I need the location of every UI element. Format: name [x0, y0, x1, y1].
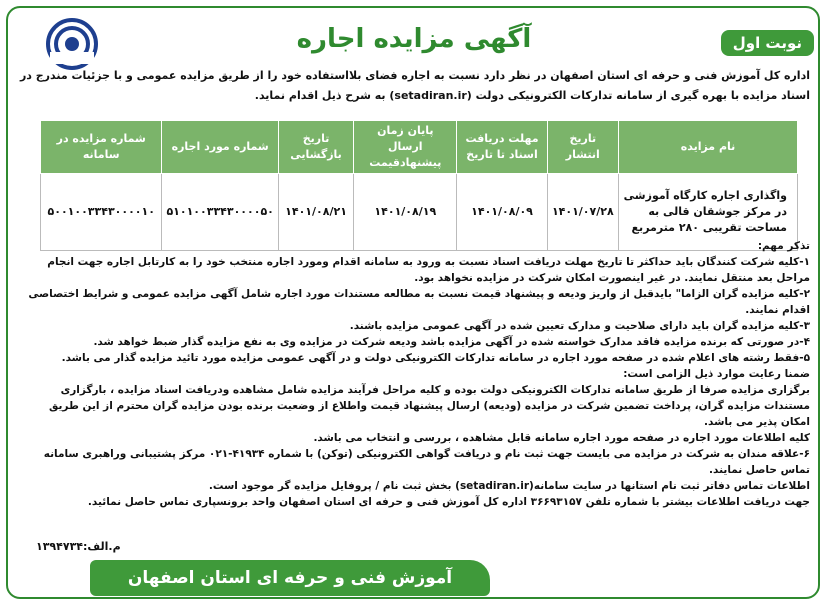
note-item: ۶-علاقه مندان به شرکت در مزایده می بایست جهت ثبت نام و دریافت گواهی الکترونیکی (توکن) با شماره ۴۱۹۳۴-۰۲۱ مرکز پشتیبانی وراهبری سامانه تماس حاصل نمایند. — [43, 448, 810, 476]
header-publish-date: تاریخ انتشار — [547, 121, 618, 174]
header-document-deadline: مهلت دریافت اسناد تا تاریخ — [457, 121, 547, 174]
header-bid-deadline: پایان زمان ارسال پیشنهادقیمت — [354, 121, 457, 174]
requirements-heading: ضمنا رعایت موارد ذیل الزامی است: — [623, 368, 810, 380]
page-title: آگهی مزایده اجاره — [296, 24, 532, 54]
note-item: اطلاعات تماس دفاتر ثبت نام استانها در سایت سامانه(setadiran.ir) بخش ثبت نام / پروفایل مزایده گر موجود است. — [208, 480, 810, 492]
header-opening-date: تاریخ بازگشایی — [278, 121, 353, 174]
cell-system-number: ۵۰۰۱۰۰۳۳۴۳۰۰۰۰۱۰ — [41, 174, 162, 251]
note-item: ۳-کلیه مزایده گران باید دارای صلاحیت و مدارک تعیین شده در آگهی عمومی مزایده باشند. — [349, 320, 810, 332]
table-header-row — [41, 121, 798, 174]
intro-paragraph: اداره کل آموزش فنی و حرفه ای استان اصفهان در نظر دارد نسبت به اجاره فضای بلااستفاده خود را از طریق مزایده عمومی و با جزئیات مندرج در اسناد مزایده با بهره گیری از سامانه تدارکات الکترونیکی دولت (setadiran.ir) به شرح ذیل اقدام نماید. — [19, 69, 810, 102]
note-item: کلیه اطلاعات مورد اجاره در صفحه مورد اجاره سامانه قابل مشاهده ، بررسی و انتخاب می باشد. — [313, 432, 810, 444]
notice-code: م.الف:۱۳۹۴۷۳۴ — [36, 540, 121, 553]
cell-rental-number: ۵۱۰۱۰۰۳۳۴۳۰۰۰۰۵۰ — [162, 174, 278, 251]
round-badge: نوبت اول — [721, 30, 814, 56]
note-item: ۴-در صورتی که برنده مزایده فاقد مدارک خواسته شده در آگهی مزایده باشد ودیعه شرکت در مزایده وی به نفع مزایده گذار ضبط خواهد شد. — [93, 336, 810, 348]
notes-heading: تذکر مهم: — [757, 240, 810, 252]
header-system-number: شماره مزایده در سامانه — [41, 121, 162, 174]
note-item: جهت دریافت اطلاعات بیشتر با شماره تلفن ۳۶۶۹۳۱۵۷ اداره کل آموزش فنی و حرفه ای استان اصفهان واحد برونسپاری تماس حاصل نمائید. — [87, 496, 810, 508]
cell-publish-date: ۱۴۰۱/۰۷/۲۸ — [547, 174, 618, 251]
auction-table — [40, 120, 798, 251]
cell-opening-date: ۱۴۰۱/۰۸/۲۱ — [278, 174, 353, 251]
header-rental-number: شماره مورد اجاره — [162, 121, 278, 174]
cell-document-deadline: ۱۴۰۱/۰۸/۰۹ — [457, 174, 547, 251]
notes-section — [18, 238, 810, 510]
note-item: ۲-کلیه مزایده گران الزاما" بایدقبل از واریز ودیعه و پیشنهاد قیمت نسبت به مطالعه مستندات مورد اجاره شامل آگهی مزایده عمومی و شرایط اختصاصی اقدام نمایند. — [28, 288, 810, 316]
note-item: برگزاری مزایده صرفا از طریق سامانه تدارکات الکترونیکی دولت بوده و کلیه مراحل فرآیند مزایده شامل مشاهده ودریافت اسناد مزایده ، بارگزاری مستندات مزایده گران، پرداخت تضمین شرکت در مزایده (ودیعه) ارسال پیشنهاد قیمت واطلاع از وضعیت برنده بودن مزایده گران محترم از این طریق امکان پذیر می باشد. — [49, 384, 810, 428]
cell-auction-name: واگذاری اجاره کارگاه آموزشی در مرکز جوشقان قالی به مساحت تقریبی ۲۸۰ مترمربع — [619, 174, 798, 251]
note-item: ۱-کلیه شرکت کنندگان باید حداکثر تا تاریخ مهلت دریافت اسناد نسبت به ورود به سامانه اقدام ومورد اجاره منتخب خود را به کارتابل اجاره جهت انجام مراحل بعد منتقل نمایند. در غیر اینصورت امکان شرکت در مزایده نخواهد بود. — [47, 256, 810, 284]
footer-banner: آموزش فنی و حرفه ای استان اصفهان — [90, 560, 490, 596]
header-auction-name: نام مزایده — [619, 121, 798, 174]
cell-bid-deadline: ۱۴۰۱/۰۸/۱۹ — [354, 174, 457, 251]
note-item: ۵-فقط رشته های اعلام شده در صفحه مورد اجاره در سامانه تدارکات الکترونیکی دولت و در آگهی عمومی مزایده مورد تائید مزایده گذار می باشد. — [61, 352, 810, 364]
